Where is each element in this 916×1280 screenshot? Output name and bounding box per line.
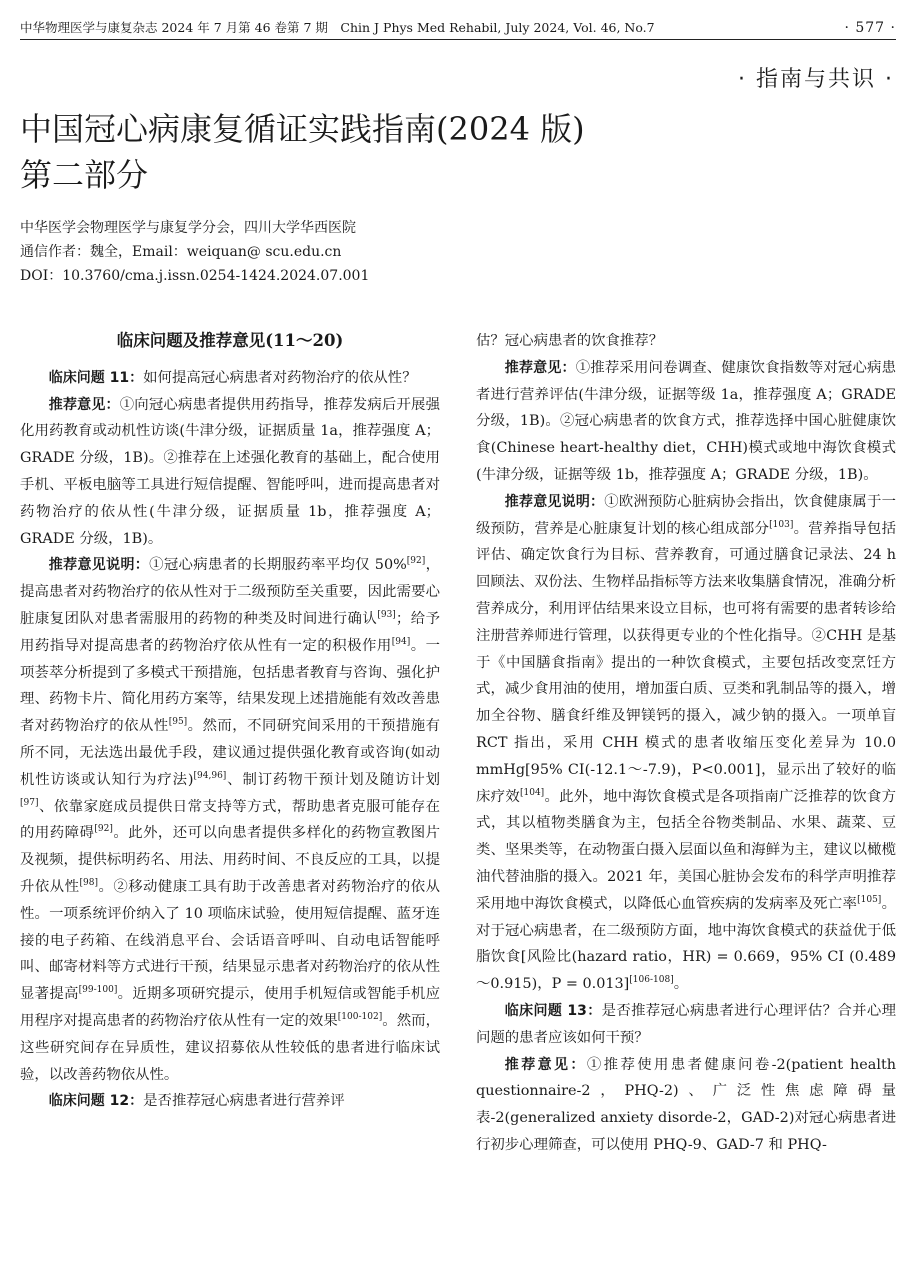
recommendation-13 <box>476 1052 896 1159</box>
text: ①冠心病患者的长期服药率平均仅 50% <box>149 557 407 574</box>
recommendation-text: ①推荐采用问卷调查、健康饮食指数等对冠心病患者进行营养评估(牛津分级，证据等级 1a，推荐强度 A；GRADE 分级，1B)。②冠心病患者的饮食方式，推荐选择中国心脏健康饮食(Chinese heart-healthy diet，CHH)模式或地中海饮食模式(牛津分级，证据等级 1b，推荐强度 A；GRADE 分级，1B)。 <box>476 359 896 483</box>
text: ，提高患者对药物治疗的依从性对于二级预防至关重要，因此需要心脏康复团队对患者需服用的药物的种类及时间进行确认 <box>20 557 441 627</box>
explanation-11 <box>20 552 440 1088</box>
article-meta <box>20 216 369 288</box>
page-number: · 577 · <box>844 20 896 36</box>
recommendation-text: ①向冠心病患者提供用药指导，推荐发病后开展强化用药教育或动机性访谈(牛津分级，证据质量 1a，推荐强度 A；GRADE 分级，1B)。②推荐在上述强化教育的基础上，配合使用手机、平板电脑等工具进行短信提醒、智能呼叫，进而提高患者对药物治疗的依从性(牛津分级，证据质量 1b，推荐强度 A；GRADE 分级，1B)。 <box>20 396 440 547</box>
text: 、依靠家庭成员提供日常支持等方式，帮助患者克服可能存在的用药障碍 <box>20 798 440 842</box>
question-text: 是否推荐冠心病患者进行心理评估？合并心理问题的患者应该如何干预？ <box>476 1002 896 1046</box>
article-title <box>20 106 585 198</box>
text: 。此外，地中海饮食模式是各项指南广泛推荐的饮食方式，其以植物类膳食为主，包括全谷物类制品、水果、蔬菜、豆类、坚果类等，在动物蛋白摄入层面以鱼和海鲜为主，建议以橄榄油代替油脂的摄入。2021 年，美国心脏协会发布的科学声明推荐采用地中海饮食模式，以降低心血管疾病的发病率及死亡率 <box>476 788 896 912</box>
question-12 <box>20 1088 440 1115</box>
question-label: 临床问题 12： <box>48 1093 144 1110</box>
question-11 <box>20 365 440 392</box>
citation: [97] <box>20 797 39 808</box>
recommendation-text: ①推荐使用患者健康问卷-2(patient health questionnaire-2，PHQ-2)、广泛性焦虑障碍量表-2(generalized anxiety disorde-2，GAD-2)对冠心病患者进行初步心理筛查，可以使用 PHQ-9、GAD-7 和 PHQ- <box>476 1056 896 1153</box>
recommendation-label: 推荐意见： <box>504 359 576 376</box>
correspondence: 通信作者：魏全，Email：weiquan@ scu.edu.cn <box>20 244 342 260</box>
text: ；给予用药指导对提高患者的药物治疗依从性有一定的积极作用 <box>20 610 440 654</box>
citation: [105] <box>857 894 882 905</box>
question-text: 如何提高冠心病患者对药物治疗的依从性？ <box>143 369 417 386</box>
citation: [99-100] <box>78 985 118 996</box>
text: 。②移动健康工具有助于改善患者对药物治疗的依从性。一项系统评价纳入了 10 项临床试验，使用短信提醒、蓝牙连接的电子药箱、在线消息平台、会话语音呼叫、自动电话智能呼叫、邮寄材料等方式进行干预，结果显示患者对药物治疗的依从性显著提高 <box>20 878 440 1003</box>
title-line-1: 中国冠心病康复循证实践指南(2024 版) <box>20 110 585 148</box>
question-label: 临床问题 13： <box>504 1002 602 1019</box>
citation: [92] <box>406 556 426 567</box>
citation: [106-108] <box>629 975 674 986</box>
section-tag: · 指南与共识 · <box>738 67 894 92</box>
right-column <box>476 328 896 1159</box>
citation: [92] <box>94 824 113 835</box>
recommendation-11 <box>20 392 440 553</box>
citation: [94,96] <box>193 770 227 781</box>
section-heading: 临床问题及推荐意见(11～20) <box>116 331 344 350</box>
text: 。然而，这些研究间存在异质性，建议招募依从性较低的患者进行临床试验，以改善药物依从性。 <box>20 1012 440 1083</box>
question-text: 是否推荐冠心病患者进行营养评 <box>143 1093 345 1110</box>
explanation-12 <box>476 489 896 998</box>
journal-citation: 中华物理医学与康复杂志 2024 年 7 月第 46 卷第 7 期 Chin J Phys Med Rehabil, July 2024, Vol. 46, No.7 <box>20 20 655 35</box>
text: 。对于冠心病患者，在二级预防方面，地中海饮食模式的获益优于低脂饮食[风险比(hazard ratio，HR) = 0.669，95% CI (0.489～0.915)，P = 0.013] <box>476 895 896 993</box>
citation: [94] <box>391 636 411 647</box>
text: 。近期多项研究提示，使用手机短信或智能手机应用程序对提高患者的药物治疗依从性有一定的效果 <box>20 986 440 1029</box>
running-header <box>20 14 896 40</box>
question-13 <box>476 998 896 1052</box>
citation: [100-102] <box>337 1012 383 1023</box>
question-12-continued: 估？冠心病患者的饮食推荐？ <box>476 333 664 349</box>
citation: [103] <box>769 519 794 530</box>
doi: DOI：10.3760/cma.j.issn.0254-1424.2024.07.001 <box>20 268 370 284</box>
citation: [104] <box>519 787 545 798</box>
text: 。一项荟萃分析提到了多模式干预措施，包括患者教育与咨询、强化护理、药物卡片、简化用药方案等，结果发现上述措施能有效改善患者对药物治疗的依从性 <box>20 637 440 735</box>
explanation-label: 推荐意见说明： <box>48 557 150 574</box>
citation: [95] <box>168 717 188 728</box>
explanation-label: 推荐意见说明： <box>504 493 605 510</box>
citation: [98] <box>79 878 98 889</box>
authors: 中华医学会物理医学与康复学分会，四川大学华西医院 <box>20 220 356 236</box>
text: 、制订药物干预计划及随访计划 <box>226 771 440 788</box>
recommendation-12 <box>476 355 896 489</box>
citation: [93] <box>377 610 396 621</box>
recommendation-label: 推荐意见： <box>48 396 120 413</box>
text: 。 <box>673 976 689 993</box>
text: 。此外，还可以向患者提供多样化的药物宣教图片及视频，提供标明药名、用法、用药时间、不良反应的工具，以提升依从性 <box>20 825 440 895</box>
text: ①欧洲预防心脏病协会指出，饮食健康属于一级预防，营养是心脏康复计划的核心组成部分 <box>476 493 896 537</box>
text: 。营养指导包括评估、确定饮食行为目标、营养教育，可通过膳食记录法、24 h 回顾法、双份法、生物样品指标等方法来收集膳食情况，准确分析营养成分，利用评估结果来设立目标，也可将有需要的患者转诊给注册营养师进行管理，以获得更专业的个性化指导。②CHH 是基于《中国膳食指南》提出的一种饮食模式，主要包括改变烹饪方式，减少食用油的使用，增加蛋白质、豆类和乳制品等的摄入，增加全谷物、膳食纤维及钾镁钙的摄入，减少钠的摄入。一项单盲 RCT 指出，采用 CHH 模式的患者收缩压变化差异为 10.0 mmHg[95% CI(-12.1～-7.9)，P<0.001]，显示出了较好的临床疗效 <box>476 520 896 805</box>
question-label: 临床问题 11： <box>48 369 144 386</box>
recommendation-label: 推荐意见： <box>504 1056 587 1073</box>
title-line-2: 第二部分 <box>20 156 149 194</box>
text: 。然而，不同研究间采用的干预措施有所不同，无法选出最优手段，建议通过提供强化教育或咨询(如动机性访谈或认知行为疗法) <box>20 718 440 788</box>
left-column <box>20 328 440 1115</box>
